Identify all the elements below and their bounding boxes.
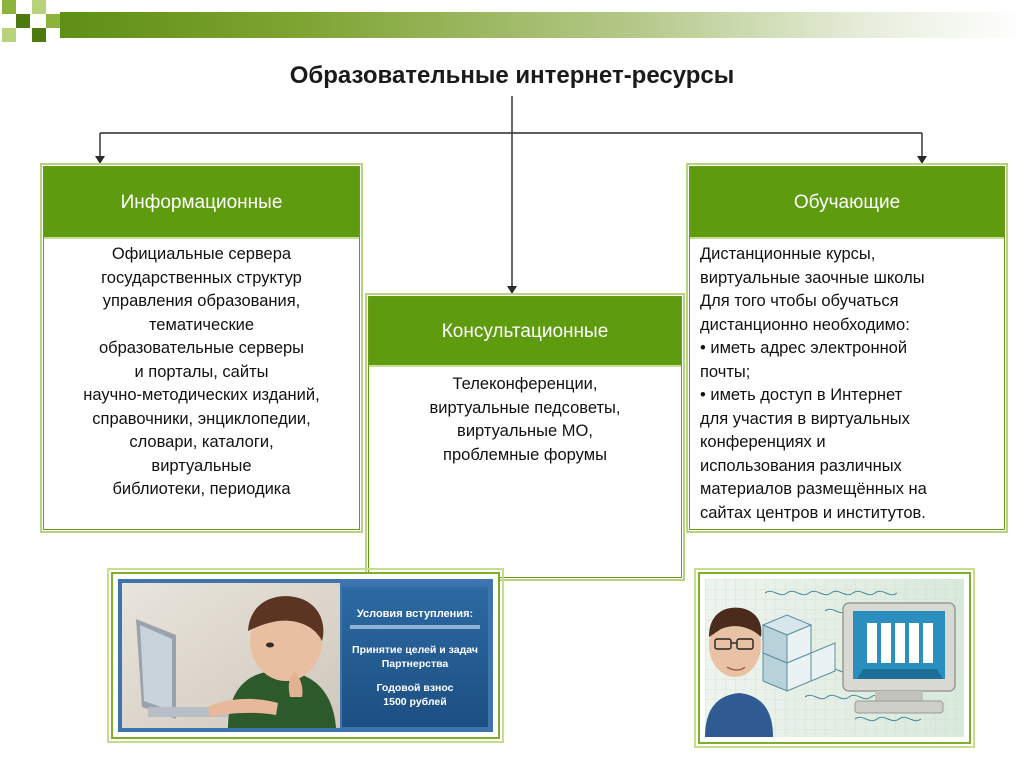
description-line: Для того чтобы обучаться xyxy=(700,292,899,310)
description-line: тематические xyxy=(148,315,255,334)
photo-panel-title: Условия вступления: xyxy=(356,608,474,620)
description-line: библиотеки, периодика xyxy=(112,480,291,498)
description-line: виртуальные МО, xyxy=(457,422,593,440)
description-line: словари, каталоги, xyxy=(129,433,274,451)
category-heading-informational: Информационные xyxy=(44,167,359,239)
category-box-consulting xyxy=(368,296,682,578)
photo-boy-computer xyxy=(698,572,971,744)
description-line: научно-методических изданий, xyxy=(83,386,320,404)
category-description-informational xyxy=(44,239,359,502)
category-heading-consulting: Консультационные xyxy=(369,297,681,367)
description-line: для участия в виртуальных xyxy=(700,409,910,428)
description-line: материалов размещённых на xyxy=(700,480,927,498)
description-line: конференциях и xyxy=(700,433,826,451)
category-heading-teaching: Обучающие xyxy=(690,167,1004,239)
arrowhead-left xyxy=(95,156,105,164)
description-line: виртуальные заочные школы xyxy=(700,268,925,287)
category-description-teaching xyxy=(690,239,1004,525)
description-line: Официальные сервера xyxy=(111,245,292,263)
description-line: виртуальные xyxy=(151,456,252,475)
photo-boy-computer-image xyxy=(705,579,964,737)
description-line: справочники, энциклопедии, xyxy=(92,409,311,428)
description-line: • иметь доступ в Интернет xyxy=(700,386,903,404)
photo-child-laptop-image xyxy=(118,579,493,732)
description-line: государственных структур xyxy=(101,268,302,287)
photo-panel-line: 1500 рублей xyxy=(383,696,447,708)
description-line: управления образования, xyxy=(102,292,301,310)
description-line: Дистанционные курсы, xyxy=(700,245,876,263)
description-line: • иметь адрес электронной xyxy=(700,339,908,357)
photo-panel-line: Принятие целей и задач xyxy=(352,644,478,656)
description-line: сайтах центров и институтов. xyxy=(700,503,926,522)
category-box-informational xyxy=(43,166,360,530)
photo-panel-line: Годовой взнос xyxy=(376,682,454,694)
description-line: дистанционно необходимо: xyxy=(700,315,910,334)
category-box-teaching xyxy=(689,166,1005,530)
description-line: и порталы, сайты xyxy=(134,362,269,381)
description-line: виртуальные педсоветы, xyxy=(429,398,621,417)
description-line: использования различных xyxy=(700,456,902,475)
description-line: проблемные форумы xyxy=(443,445,607,464)
description-line: почты; xyxy=(700,362,751,381)
arrowhead-center xyxy=(507,286,517,294)
arrowhead-right xyxy=(917,156,927,164)
photo-child-laptop xyxy=(111,572,500,739)
page-title: Образовательные интернет-ресурсы xyxy=(289,62,735,89)
photo-panel-line: Партнерства xyxy=(381,658,449,670)
description-line: образовательные серверы xyxy=(98,339,305,357)
category-description-consulting xyxy=(369,367,681,467)
description-line: Телеконференции, xyxy=(452,375,598,393)
